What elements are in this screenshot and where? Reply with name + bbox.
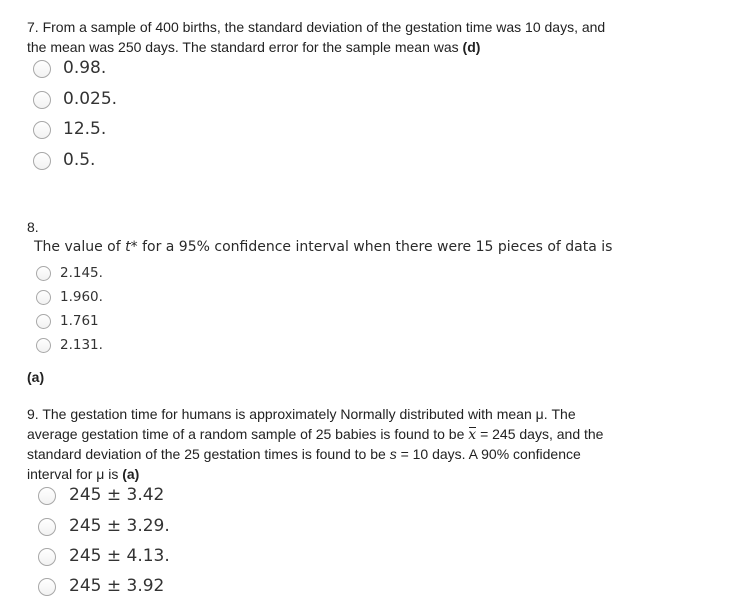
- question-9-line-1: 9. The gestation time for humans is approximately Normally distributed with mean μ. The: [27, 406, 576, 422]
- q8-option-3-label: 1.761: [60, 313, 99, 329]
- s-variable: s: [389, 446, 397, 462]
- q9-option-3-label: 245 ± 4.13.: [69, 546, 170, 566]
- q9-option-1-label: 245 ± 3.42: [69, 485, 165, 505]
- q9-option-2-radio[interactable]: [38, 518, 56, 536]
- question-8-prompt: The value of t* for a 95% confidence interval when there were 15 pieces of data is: [34, 239, 613, 255]
- x-bar-variable: x: [468, 426, 476, 446]
- q7-option-3-label: 12.5.: [63, 119, 107, 139]
- q9-option-4-radio[interactable]: [38, 578, 56, 596]
- q8-option-4-radio[interactable]: [36, 338, 51, 353]
- q8-option-2-radio[interactable]: [36, 290, 51, 305]
- q7-option-3-radio[interactable]: [33, 121, 51, 139]
- question-7-line-1: 7. From a sample of 400 births, the standard deviation of the gestation time was 10 days, and: [27, 19, 606, 35]
- q9-option-2-label: 245 ± 3.29.: [69, 516, 170, 536]
- q8-option-3-radio[interactable]: [36, 314, 51, 329]
- question-8-answer: (a): [27, 369, 45, 385]
- question-7-answer: (d): [462, 38, 481, 55]
- q8-option-2-label: 1.960.: [60, 289, 103, 305]
- q7-option-1-label: 0.98.: [63, 58, 107, 78]
- q7-option-4-label: 0.5.: [63, 150, 96, 170]
- q8-option-1-label: 2.145.: [60, 265, 103, 281]
- question-9-line-4: interval for μ is (a): [27, 465, 140, 482]
- q8-option-1-radio[interactable]: [36, 266, 51, 281]
- question-7-line-2: the mean was 250 days. The standard error for the sample mean was (d): [27, 38, 481, 55]
- q9-option-1-radio[interactable]: [38, 487, 56, 505]
- q9-option-3-radio[interactable]: [38, 548, 56, 566]
- question-9-answer: (a): [122, 465, 140, 482]
- question-7: [27, 18, 727, 57]
- question-9-line-3: standard deviation of the 25 gestation times is found to be s = 10 days. A 90% confidence: [27, 446, 581, 462]
- q7-option-1-radio[interactable]: [33, 60, 51, 78]
- question-8-number: 8.: [27, 219, 39, 235]
- t-star-variable: t*: [125, 239, 138, 255]
- question-9: [27, 405, 727, 484]
- q8-option-4-label: 2.131.: [60, 337, 103, 353]
- q7-option-2-radio[interactable]: [33, 91, 51, 109]
- question-9-line-2: average gestation time of a random sample of 25 babies is found to be x = 245 days, and the: [27, 425, 727, 446]
- q7-option-2-label: 0.025.: [63, 89, 118, 109]
- q9-option-4-label: 245 ± 3.92: [69, 576, 165, 596]
- q7-option-4-radio[interactable]: [33, 152, 51, 170]
